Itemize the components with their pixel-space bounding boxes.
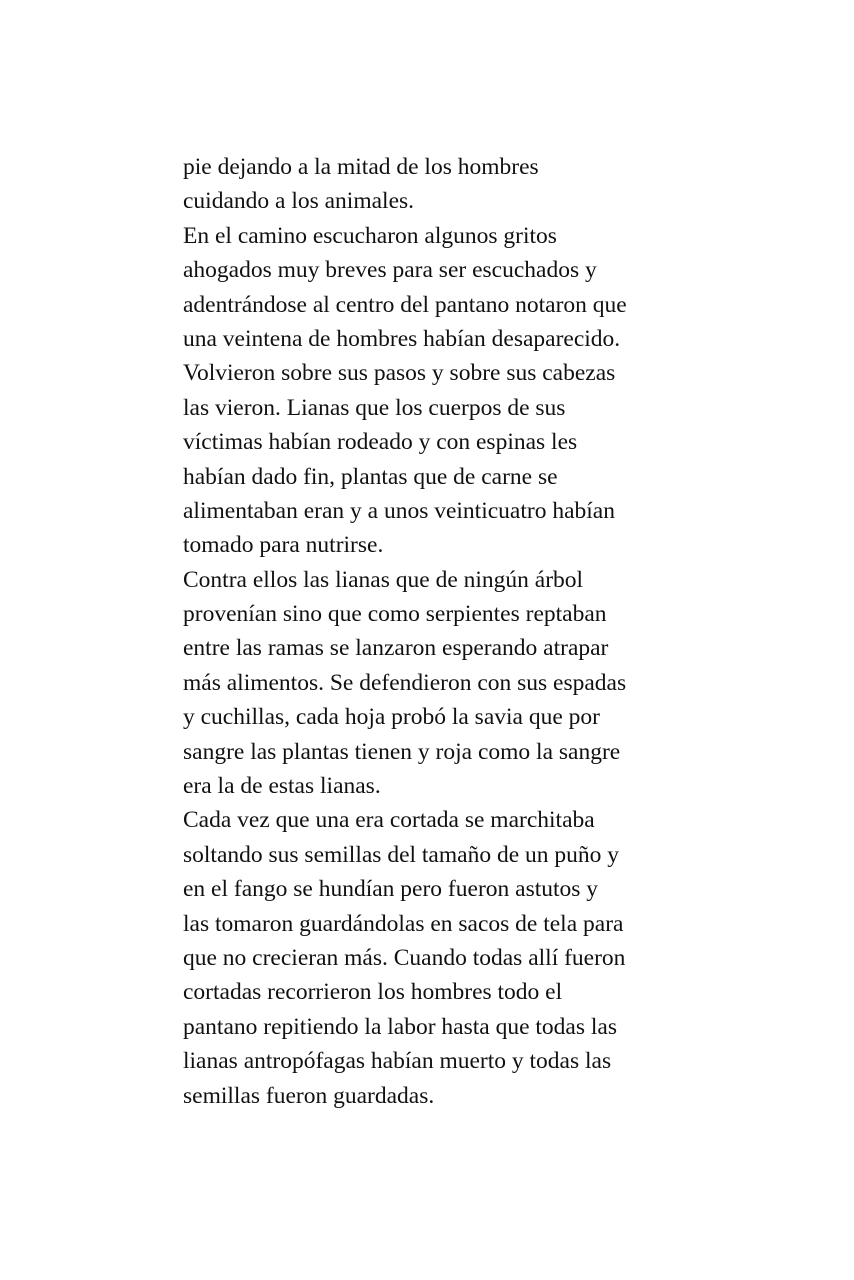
text-line: En el camino escucharon algunos gritos bbox=[183, 222, 557, 249]
text-line: las tomaron guardándolas en sacos de tela para bbox=[183, 910, 624, 937]
text-line: las vieron. Lianas que los cuerpos de sus bbox=[183, 394, 566, 421]
text-line: cortadas recorrieron los hombres todo el bbox=[183, 979, 563, 1006]
text-line: Contra ellos las lianas que de ningún árbol bbox=[183, 566, 584, 593]
text-line: en el fango se hundían pero fueron astutos y bbox=[183, 876, 599, 903]
text-line: entre las ramas se lanzaron esperando atrapar bbox=[183, 635, 609, 662]
text-line: una veintena de hombres habían desaparecido. bbox=[183, 325, 621, 352]
text-line: víctimas habían rodeado y con espinas les bbox=[183, 429, 578, 456]
text-line: era la de estas lianas. bbox=[183, 773, 381, 800]
text-line: provenían sino que como serpientes reptaban bbox=[183, 601, 607, 628]
text-line: que no crecieran más. Cuando todas allí fueron bbox=[183, 944, 626, 971]
text-line: Volvieron sobre sus pasos y sobre sus cabezas bbox=[183, 360, 616, 387]
text-line: Cada vez que una era cortada se marchitaba bbox=[183, 807, 595, 834]
text-line: cuidando a los animales. bbox=[183, 188, 415, 215]
text-line: tomado para nutrirse. bbox=[183, 532, 384, 559]
text-line: alimentaban eran y a unos veinticuatro habían bbox=[183, 497, 615, 524]
text-line: más alimentos. Se defendieron con sus espadas bbox=[183, 669, 627, 696]
text-line: sangre las plantas tienen y roja como la sangre bbox=[183, 738, 621, 765]
text-line: ahogados muy breves para ser escuchados y bbox=[183, 257, 597, 284]
text-line: y cuchillas, cada hoja probó la savia que por bbox=[183, 704, 600, 731]
body-text bbox=[183, 150, 683, 1113]
text-line: semillas fueron guardadas. bbox=[183, 1082, 435, 1109]
text-line: pantano repitiendo la labor hasta que todas las bbox=[183, 1013, 617, 1040]
text-line: soltando sus semillas del tamaño de un puño y bbox=[183, 841, 620, 868]
text-line: pie dejando a la mitad de los hombres bbox=[183, 154, 539, 180]
text-line: habían dado fin, plantas que de carne se bbox=[183, 463, 558, 490]
text-line: adentrándose al centro del pantano notaron que bbox=[183, 291, 627, 318]
text-line: lianas antropófagas habían muerto y todas las bbox=[183, 1048, 612, 1075]
